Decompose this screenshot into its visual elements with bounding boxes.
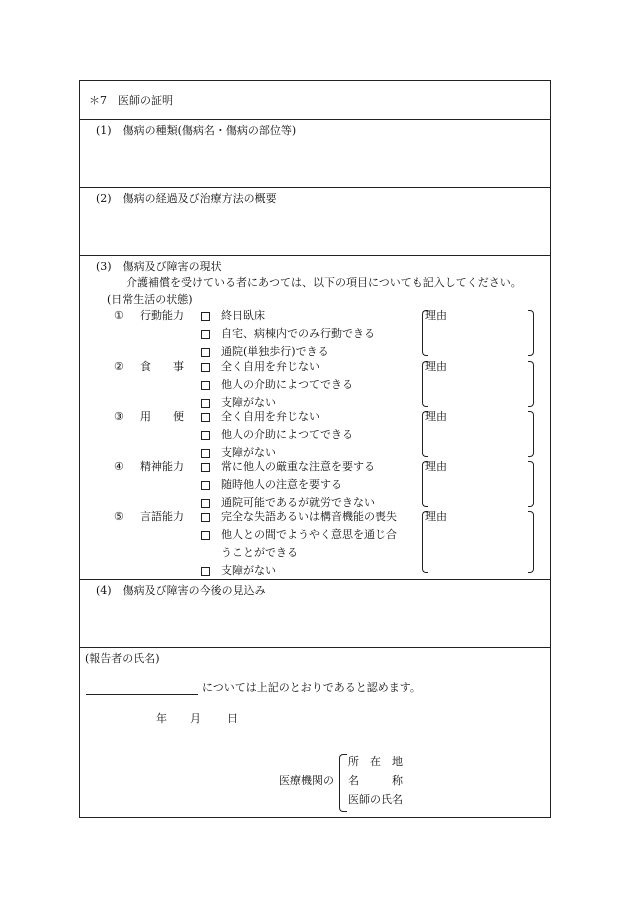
- date-year: 年: [156, 712, 167, 725]
- date-day: 日: [227, 712, 238, 725]
- option-label: 常に他人の厳重な注意を要する: [221, 460, 375, 473]
- section-3-current-status: [80, 255, 550, 579]
- option-label: 他人との間でようやく意思を通じ合: [221, 528, 397, 541]
- row-number: ④: [114, 460, 124, 473]
- checkbox[interactable]: [201, 566, 210, 580]
- checkbox[interactable]: [201, 347, 210, 361]
- checkbox[interactable]: [201, 498, 210, 512]
- institution-name-label: 名 称: [348, 774, 403, 787]
- section-title: ＊7 医師の証明: [89, 94, 173, 107]
- section-3-note: 介護補償を受けている者にあつては、以下の項目についても記入してください。: [126, 276, 522, 289]
- checkbox[interactable]: [201, 462, 210, 476]
- section-1-disease-type[interactable]: [80, 119, 550, 187]
- section-1-heading: (1) 傷病の種類(傷病名・傷病の部位等): [96, 124, 297, 137]
- reporter-name-line[interactable]: [86, 684, 198, 695]
- section-3-heading: (3) 傷病及び障害の現状: [96, 260, 222, 273]
- option-label: 支障がない: [221, 446, 276, 459]
- reason-bracket-right: [528, 361, 534, 407]
- section-4-heading: (4) 傷病及び障害の今後の見込み: [96, 584, 266, 597]
- row-label: 食 事: [140, 360, 184, 373]
- date-month: 月: [190, 712, 201, 725]
- reason-label: 理由: [425, 309, 447, 322]
- reason-bracket-right: [528, 511, 534, 573]
- reason-label: 理由: [425, 510, 447, 523]
- daily-life-subheading: (日常生活の状態): [107, 293, 193, 306]
- option-label: 終日臥床: [221, 309, 265, 322]
- checkbox[interactable]: [201, 512, 210, 526]
- reason-label: 理由: [425, 360, 447, 373]
- reason-label: 理由: [425, 460, 447, 473]
- reason-label: 理由: [425, 410, 447, 423]
- row-number: ⑤: [114, 510, 124, 523]
- checkbox[interactable]: [201, 398, 210, 412]
- option-label: 他人の介助によつてできる: [221, 378, 353, 391]
- row-label: 言語能力: [140, 510, 184, 523]
- reporter-section: [80, 647, 550, 818]
- doctor-certificate-form: [79, 80, 551, 818]
- section-2-heading: (2) 傷病の経過及び治療方法の概要: [96, 192, 277, 205]
- row-label: 用 便: [140, 410, 184, 423]
- option-label: 通院可能であるが就労できない: [221, 496, 375, 509]
- row-number: ①: [114, 309, 124, 322]
- option-label: 全く自用を弁じない: [221, 360, 320, 373]
- checkbox[interactable]: [201, 530, 210, 544]
- option-label: 随時他人の注意を要する: [221, 478, 342, 491]
- reason-bracket-right: [528, 461, 534, 507]
- checkbox[interactable]: [201, 311, 210, 325]
- section-4-prognosis[interactable]: [80, 579, 550, 647]
- section-2-treatment-summary[interactable]: [80, 187, 550, 255]
- checkbox[interactable]: [201, 448, 210, 462]
- certification-statement: については上記のとおりであると認めます。: [202, 681, 421, 694]
- doctor-name-label: 医師の氏名: [348, 793, 403, 806]
- institution-address-label: 所 在 地: [348, 755, 403, 768]
- row-label: 行動能力: [140, 309, 184, 322]
- checkbox[interactable]: [201, 380, 210, 394]
- option-label: 支障がない: [221, 396, 276, 409]
- checkbox[interactable]: [201, 412, 210, 426]
- checkbox[interactable]: [201, 480, 210, 494]
- reporter-label: (報告者の氏名): [85, 652, 160, 665]
- row-label: 精神能力: [140, 460, 184, 473]
- option-label: 支障がない: [221, 564, 276, 577]
- option-label: 通院(単独歩行)できる: [221, 345, 329, 358]
- option-label: 全く自用を弁じない: [221, 410, 320, 423]
- row-number: ③: [114, 410, 124, 423]
- row-number: ②: [114, 360, 124, 373]
- option-label: 他人の介助によつてできる: [221, 428, 353, 441]
- institution-bracket: [339, 754, 347, 812]
- option-label: 自宅、病棟内でのみ行動できる: [221, 327, 375, 340]
- reason-bracket-right: [528, 310, 534, 356]
- checkbox[interactable]: [201, 430, 210, 444]
- option-label: 完全な失語あるいは構音機能の喪失: [221, 510, 397, 523]
- reason-bracket-right: [528, 411, 534, 457]
- option-label-continuation: うことができる: [221, 546, 298, 559]
- institution-label: 医療機関の: [279, 774, 334, 787]
- checkbox[interactable]: [201, 362, 210, 376]
- checkbox[interactable]: [201, 329, 210, 343]
